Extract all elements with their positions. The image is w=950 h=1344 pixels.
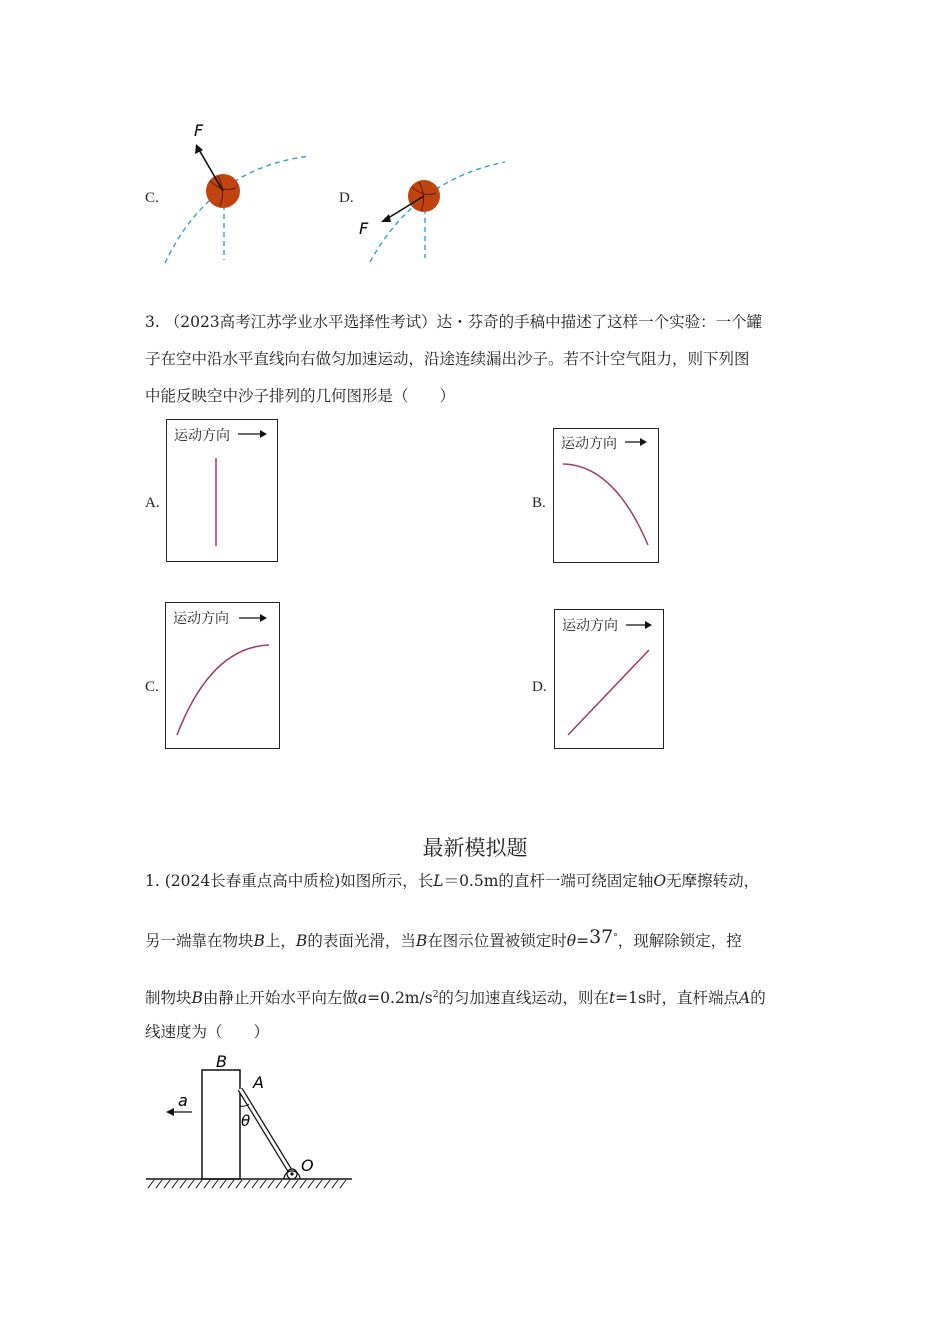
q3-line-3: 中能反映空中沙子排列的几何图形是（ ） <box>145 387 456 405</box>
q3-line-1: 3. （2023高考江苏学业水平选择性考试）达・芬奇的手稿中描述了这样一个实验：一个罐 <box>145 313 763 331</box>
q1-line-2: 另一端靠在物块B上，B的表面光滑，当B在图示位置被锁定时θ=37°，现解除锁定，控 <box>145 926 742 951</box>
label-o: O <box>301 1156 314 1175</box>
direction-caption: 运动方向 <box>561 436 617 452</box>
q3-line-2: 子在空中沿水平直线向右做匀加速运动，沿途连续漏出沙子。若不计空气阻力，则下列图 <box>145 350 750 368</box>
direction-caption: 运动方向 <box>173 611 229 627</box>
prev-option-c-label: C. <box>145 190 159 206</box>
q3-option-d-label: D. <box>532 679 547 695</box>
section-title: 最新模拟题 <box>422 836 528 860</box>
prev-option-d-figure <box>355 150 515 265</box>
label-a: A <box>253 1073 264 1092</box>
label-theta: θ <box>241 1112 251 1130</box>
sand-curve <box>563 464 648 545</box>
q1-line-4: 线速度为（ ） <box>145 1023 270 1041</box>
prev-option-d-label: D. <box>339 190 354 206</box>
sand-line <box>568 650 649 735</box>
force-label: F <box>359 219 369 238</box>
q3-option-c-figure <box>165 602 280 749</box>
q3-option-c-label: C. <box>145 679 159 695</box>
q3-option-b-figure <box>553 428 659 563</box>
q1-line-3: 制物块B由静止开始水平向左做$a=0.2m/s^2$的匀加速直线运动，则在t=1s时，直杆端点A的 <box>145 989 766 1008</box>
prev-option-c-figure <box>160 118 320 268</box>
direction-caption: 运动方向 <box>562 618 618 634</box>
sand-curve <box>177 645 269 735</box>
trajectory-curve <box>165 156 310 263</box>
force-label: F <box>194 121 204 140</box>
q3-option-d-figure <box>554 609 664 749</box>
ground-hatch <box>148 1180 346 1188</box>
trajectory-curve <box>370 162 505 262</box>
label-acc: a <box>178 1091 188 1110</box>
q1-figure <box>140 1050 360 1195</box>
direction-caption: 运动方向 <box>174 428 230 444</box>
block-b <box>202 1070 240 1179</box>
q3-option-a-label: A. <box>145 495 160 511</box>
label-b: B <box>216 1052 227 1071</box>
q1-line-1: 1. (2024长春重点高中质检)如图所示，长L＝0.5m的直杆一端可绕固定轴O无摩擦转动， <box>145 872 760 890</box>
q3-option-a-figure <box>166 419 278 562</box>
q3-option-b-label: B. <box>532 495 546 511</box>
